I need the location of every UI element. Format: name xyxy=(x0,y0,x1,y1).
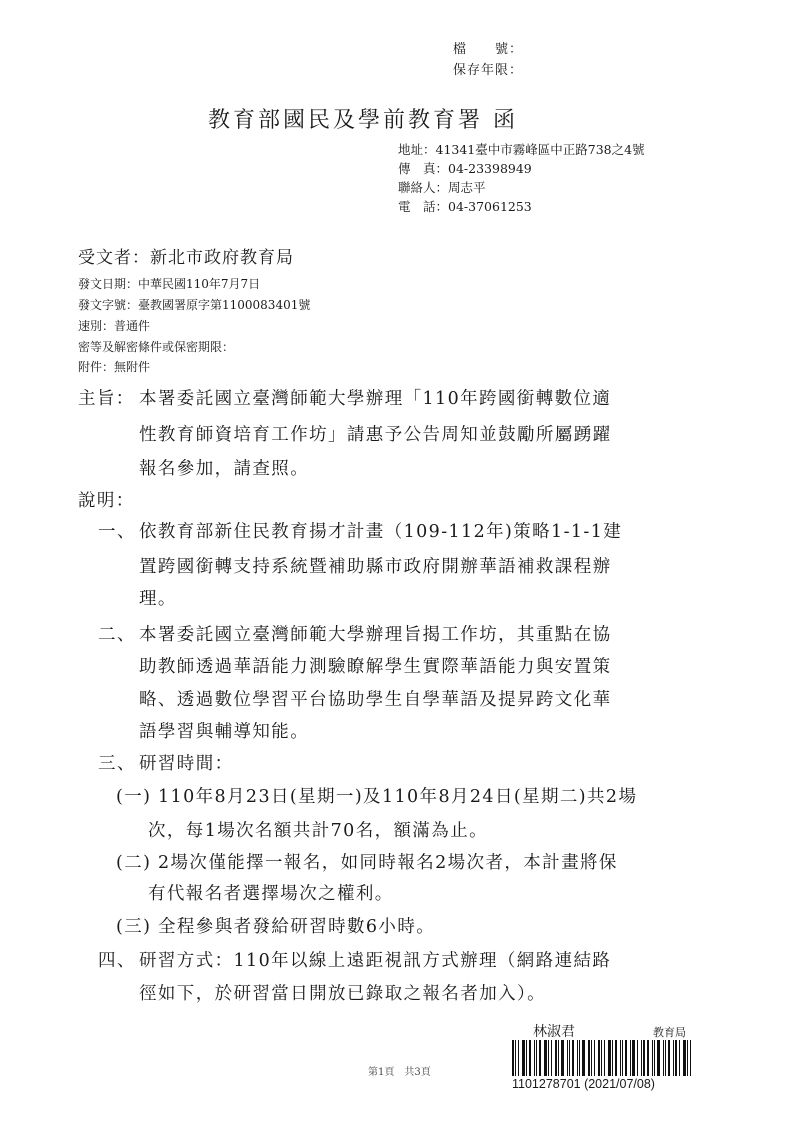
item-line: 本署委託國立臺灣師範大學辦理旨揭工作坊，其重點在協 xyxy=(139,625,612,645)
contact-phone: 電 話：04-37061253 xyxy=(398,199,532,214)
barcode-bar xyxy=(529,1040,531,1076)
item-number: 三、 xyxy=(98,754,136,774)
item-line: 略、透過數位學習平台協助學生自學華語及提昇跨文化華 xyxy=(139,690,612,710)
barcode-bar xyxy=(675,1040,677,1076)
barcode-bar xyxy=(665,1040,666,1076)
barcode-bar xyxy=(518,1040,519,1076)
document-title: 教育部國民及學前教育署 函 xyxy=(208,108,518,133)
item-line: 置跨國銜轉支持系統暨補助縣市政府開辦華語補救課程辦 xyxy=(139,557,612,577)
barcode-bar xyxy=(612,1040,613,1076)
sub-item-line: 次，每1場次名額共計70名，額滿為止。 xyxy=(148,821,489,841)
barcode-bar xyxy=(625,1040,627,1076)
item-line: 助教師透過華語能力測驗瞭解學生實際華語能力與安置策 xyxy=(139,657,612,677)
subject-line: 本署委託國立臺灣師範大學辦理「110年跨國銜轉數位適 xyxy=(139,389,612,409)
retention-period-label: 保存年限： xyxy=(453,63,524,78)
barcode-bar xyxy=(598,1040,600,1076)
sub-item-number: (一) xyxy=(116,787,152,807)
barcode-bar xyxy=(652,1040,653,1076)
sub-item-line: 有代報名者選擇場次之權利。 xyxy=(148,884,394,904)
sub-item-line: 2場次僅能擇一報名，如同時報名2場次者，本計畫將保 xyxy=(158,853,618,873)
barcode-bar xyxy=(551,1040,552,1076)
stamp-org: 教育局 xyxy=(653,1026,686,1039)
subject-line: 報名參加，請查照。 xyxy=(139,459,310,479)
barcode-bar xyxy=(643,1040,645,1076)
barcode-bar xyxy=(657,1040,660,1076)
barcode-bar xyxy=(647,1040,649,1076)
item-line: 理。 xyxy=(139,589,177,609)
item-line: 研習方式：110年以線上遠距視訊方式辦理（網路連結路 xyxy=(139,951,612,971)
barcode-bar xyxy=(536,1040,537,1076)
barcode-bar xyxy=(555,1040,557,1076)
item-heading: 研習時間： xyxy=(139,754,234,774)
barcode-bar xyxy=(558,1040,559,1076)
item-number: 四、 xyxy=(98,951,136,971)
barcode-bar xyxy=(572,1040,574,1076)
item-number: 二、 xyxy=(98,625,136,645)
barcode-bar xyxy=(577,1040,578,1076)
item-line: 徑如下，於研習當日開放已錄取之報名者加入）。 xyxy=(139,984,547,1004)
explanation-label: 說明： xyxy=(78,491,135,511)
barcode-bar xyxy=(663,1040,664,1076)
barcode-bar xyxy=(591,1040,592,1076)
barcode-bar xyxy=(632,1040,635,1076)
barcode-bar xyxy=(622,1040,623,1076)
barcode-bar xyxy=(654,1040,655,1076)
contact-person: 聯絡人：周志平 xyxy=(398,180,486,195)
issue-number: 發文字號：臺教國署原字第1100083401號 xyxy=(78,298,311,312)
barcode-bar xyxy=(539,1040,541,1076)
barcode-bar xyxy=(620,1040,621,1076)
barcode-bar xyxy=(522,1040,525,1076)
sub-item-number: (二) xyxy=(116,853,152,873)
item-line: 語學習與輔導知能。 xyxy=(139,722,310,742)
barcode-bar xyxy=(683,1040,686,1076)
barcode-bar xyxy=(512,1040,514,1076)
barcode-bar xyxy=(567,1040,568,1076)
barcode-bar xyxy=(588,1040,590,1076)
barcode-bar xyxy=(679,1040,680,1076)
contact-address: 地址：41341臺中市霧峰區中正路738之4號 xyxy=(398,142,645,157)
barcode-bar xyxy=(637,1040,638,1076)
barcode-bar xyxy=(582,1040,585,1076)
subject-line: 性教育師資培育工作坊」請惠予公告周知並鼓勵所屬踴躍 xyxy=(139,425,612,445)
sub-item-number: (三) xyxy=(116,917,152,937)
contact-fax: 傳 真：04-23398949 xyxy=(398,161,532,176)
secrecy-level: 密等及解密條件或保密期限： xyxy=(78,340,235,354)
barcode-bar xyxy=(594,1040,595,1076)
stamp-code: 1101278701 (2021/07/08) xyxy=(512,1077,655,1091)
recipient: 受文者：新北市政府教育局 xyxy=(78,248,294,268)
barcode-bar xyxy=(534,1040,535,1076)
file-number-label: 檔 號： xyxy=(453,42,524,57)
item-number: 一、 xyxy=(98,522,136,542)
issue-date: 發文日期：中華民國110年7月7日 xyxy=(78,277,261,291)
barcode-bar xyxy=(515,1040,516,1076)
barcode-bar xyxy=(604,1040,605,1076)
barcode-bar xyxy=(641,1040,642,1076)
barcode xyxy=(512,1040,697,1076)
barcode-bar xyxy=(673,1040,674,1076)
barcode-bar xyxy=(608,1040,611,1076)
barcode-bar xyxy=(579,1040,580,1076)
stamp-signer: 林淑君 xyxy=(533,1024,575,1040)
sub-item-line: 110年8月23日(星期一)及110年8月24日(星期二)共2場 xyxy=(158,787,638,807)
barcode-bar xyxy=(544,1040,547,1076)
barcode-bar xyxy=(548,1040,549,1076)
sub-item-line: 全程參與者發給研習時數6小時。 xyxy=(158,917,436,937)
barcode-bar xyxy=(687,1040,688,1076)
item-line: 依教育部新住民教育揚才計畫（109-112年)策略1-1-1建 xyxy=(139,522,623,542)
barcode-bar xyxy=(561,1040,564,1076)
subject-label: 主旨： xyxy=(78,389,135,409)
barcode-bar xyxy=(690,1040,691,1076)
page-number: 第1頁 共3頁 xyxy=(368,1067,431,1078)
barcode-bar xyxy=(601,1040,602,1076)
barcode-bar xyxy=(668,1040,670,1076)
barcode-bar xyxy=(526,1040,527,1076)
barcode-bar xyxy=(615,1040,617,1076)
barcode-bar xyxy=(630,1040,631,1076)
barcode-bar xyxy=(569,1040,570,1076)
attachment: 附件：無附件 xyxy=(78,360,151,374)
delivery-speed: 速別：普通件 xyxy=(78,319,151,333)
